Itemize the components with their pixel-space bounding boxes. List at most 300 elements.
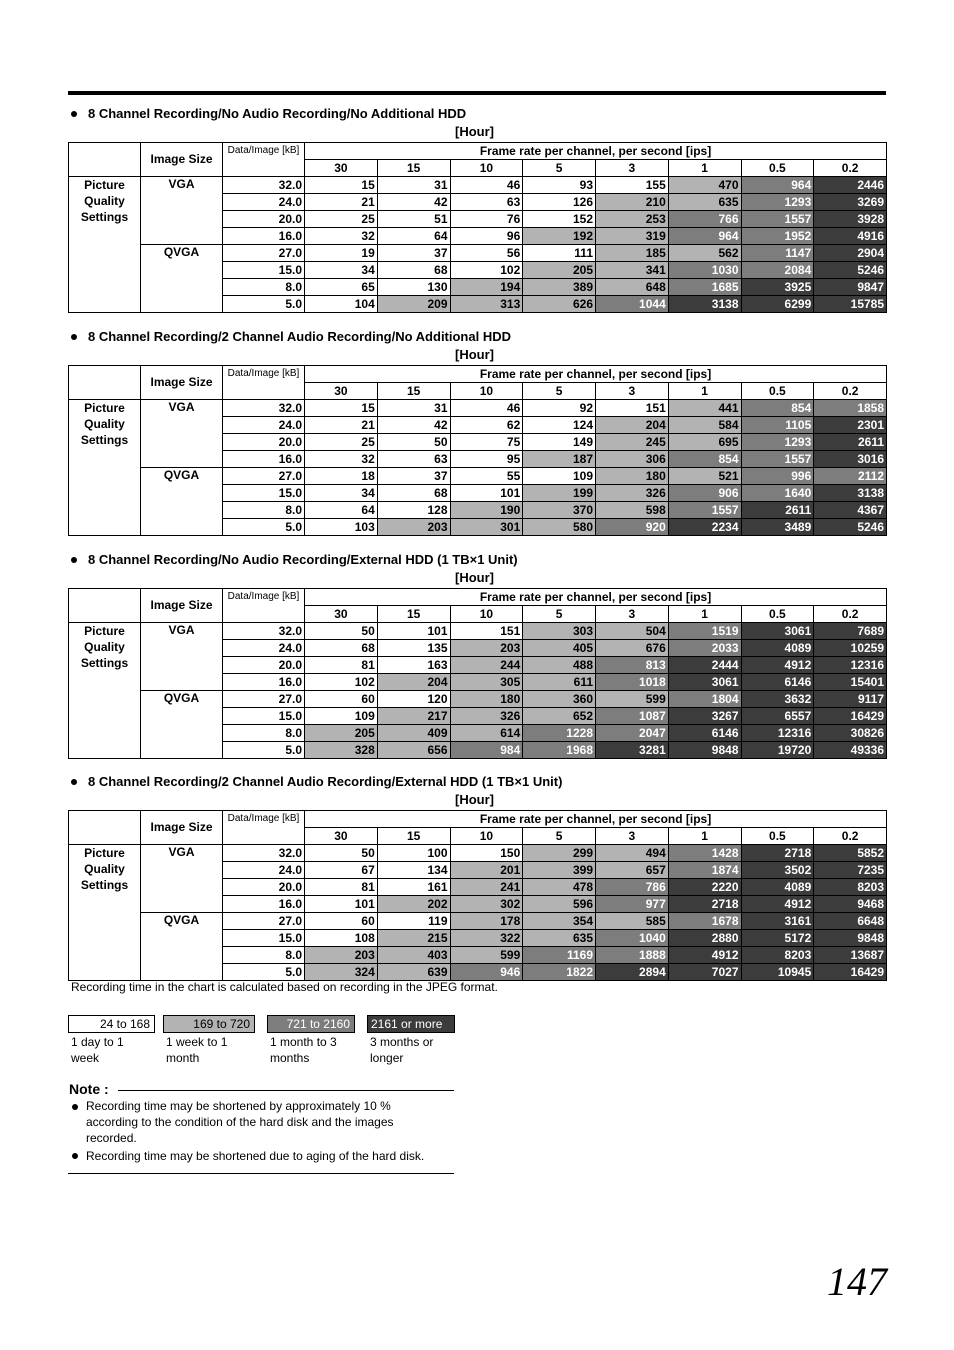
hours-cell: 130 [377,279,450,296]
hours-cell: 32 [305,451,378,468]
hours-cell: 478 [523,879,596,896]
hours-cell: 305 [450,674,523,691]
hours-cell: 13687 [814,947,887,964]
hours-cell: 128 [377,502,450,519]
hours-cell: 657 [596,862,669,879]
hours-cell: 4912 [668,947,741,964]
hours-cell: 204 [596,417,669,434]
hours-cell: 695 [668,434,741,451]
hours-cell: 964 [668,228,741,245]
hours-cell: 180 [450,691,523,708]
hours-cell: 599 [450,947,523,964]
corner-cell [69,143,141,177]
hours-cell: 3267 [668,708,741,725]
hours-cell: 3928 [814,211,887,228]
hours-cell: 1147 [741,245,814,262]
hours-cell: 3632 [741,691,814,708]
quality-value-cell: 8.0 [223,279,305,296]
hours-cell: 7027 [668,964,741,981]
hours-cell: 4916 [814,228,887,245]
frame-rate-col-header: 10 [450,383,523,400]
hours-cell: 19 [305,245,378,262]
frame-rate-col-header: 5 [523,606,596,623]
data-image-header: Data/Image [kB] [223,811,305,845]
note-rule [118,1090,454,1091]
hour-unit-label: [Hour] [455,792,494,807]
frame-rate-col-header: 0.5 [741,160,814,177]
hours-cell: 2446 [814,177,887,194]
legend-swatch-2: 169 to 720 [163,1015,255,1033]
frame-rate-col-header: 0.5 [741,828,814,845]
hours-cell: 46 [450,400,523,417]
hours-cell: 101 [305,896,378,913]
hours-cell: 4367 [814,502,887,519]
hours-cell: 10945 [741,964,814,981]
frame-rate-header: Frame rate per channel, per second [ips] [305,143,887,160]
hours-cell: 51 [377,211,450,228]
hours-cell: 109 [523,468,596,485]
image-size-cell: QVGA [141,468,223,536]
hours-cell: 46 [450,177,523,194]
quality-value-cell: 8.0 [223,947,305,964]
frame-rate-col-header: 30 [305,383,378,400]
section-title: 8 Channel Recording/No Audio Recording/No Additional HDD [68,106,466,121]
hours-cell: 1018 [596,674,669,691]
hours-cell: 201 [450,862,523,879]
hours-cell: 984 [450,742,523,759]
hours-cell: 5172 [741,930,814,947]
hours-cell: 2894 [596,964,669,981]
note-bullet-icon [72,1104,78,1110]
hours-cell: 9847 [814,279,887,296]
hours-cell: 2084 [741,262,814,279]
frame-rate-col-header: 1 [668,160,741,177]
frame-rate-col-header: 15 [377,383,450,400]
hours-cell: 6146 [668,725,741,742]
hours-cell: 3138 [814,485,887,502]
hours-cell: 614 [450,725,523,742]
hours-cell: 63 [450,194,523,211]
hours-cell: 2112 [814,468,887,485]
hours-cell: 786 [596,879,669,896]
hours-cell: 15785 [814,296,887,313]
hours-cell: 1968 [523,742,596,759]
frame-rate-col-header: 5 [523,383,596,400]
hours-cell: 635 [668,194,741,211]
picture-quality-label: Picture Quality Settings [69,177,141,313]
note-item-1: Recording time may be shortened by approximately 10 % according to the condition of the hard disk and the images recorded. [86,1099,394,1145]
hours-cell: 215 [377,930,450,947]
bullet-icon [71,557,77,563]
hours-cell: 109 [305,708,378,725]
hours-cell: 65 [305,279,378,296]
quality-value-cell: 24.0 [223,640,305,657]
table-row [69,400,887,417]
hours-cell: 194 [450,279,523,296]
frame-rate-col-header: 15 [377,160,450,177]
hours-cell: 62 [450,417,523,434]
top-rule [68,91,886,95]
recording-time-table [68,810,887,981]
frame-rate-col-header: 3 [596,828,669,845]
frame-rate-col-header: 30 [305,828,378,845]
quality-value-cell: 24.0 [223,862,305,879]
hours-cell: 31 [377,177,450,194]
quality-value-cell: 16.0 [223,896,305,913]
quality-value-cell: 32.0 [223,400,305,417]
hours-cell: 135 [377,640,450,657]
hours-cell: 187 [523,451,596,468]
hours-cell: 192 [523,228,596,245]
hours-cell: 5852 [814,845,887,862]
hours-cell: 635 [523,930,596,947]
hours-cell: 190 [450,502,523,519]
table-row [69,845,887,862]
corner-cell [69,366,141,400]
hours-cell: 42 [377,417,450,434]
hours-cell: 326 [450,708,523,725]
data-image-header: Data/Image [kB] [223,143,305,177]
hour-unit-label: [Hour] [455,347,494,362]
image-size-cell: VGA [141,845,223,913]
hours-cell: 1557 [741,211,814,228]
hours-cell: 652 [523,708,596,725]
hours-cell: 3281 [596,742,669,759]
hours-cell: 96 [450,228,523,245]
hours-cell: 178 [450,913,523,930]
note-item-2: Recording time may be shortened due to aging of the hard disk. [86,1149,425,1163]
hours-cell: 30826 [814,725,887,742]
hours-cell: 180 [596,468,669,485]
legend-swatch-4: 2161 or more [367,1015,455,1033]
quality-value-cell: 24.0 [223,417,305,434]
hours-cell: 50 [377,434,450,451]
hours-cell: 504 [596,623,669,640]
recording-time-table [68,588,887,759]
hours-cell: 6299 [741,296,814,313]
legend-desc-4: 3 months or longer [370,1035,434,1065]
quality-value-cell: 27.0 [223,245,305,262]
hours-cell: 409 [377,725,450,742]
hours-cell: 405 [523,640,596,657]
hours-cell: 60 [305,913,378,930]
legend-desc-1: 1 day to 1 week [71,1035,124,1065]
hours-cell: 245 [596,434,669,451]
table-header-row [69,589,887,606]
picture-quality-label: Picture Quality Settings [69,400,141,536]
hours-cell: 1040 [596,930,669,947]
image-size-cell: QVGA [141,245,223,313]
frame-rate-col-header: 3 [596,160,669,177]
hours-cell: 34 [305,485,378,502]
picture-quality-label: Picture Quality Settings [69,845,141,981]
hours-cell: 360 [523,691,596,708]
hours-cell: 81 [305,879,378,896]
frame-rate-col-header: 0.2 [814,828,887,845]
hours-cell: 155 [596,177,669,194]
section-title: 8 Channel Recording/No Audio Recording/External HDD (1 TB×1 Unit) [68,552,518,567]
hours-cell: 302 [450,896,523,913]
hours-cell: 67 [305,862,378,879]
hours-cell: 521 [668,468,741,485]
hours-cell: 5246 [814,262,887,279]
hours-cell: 12316 [814,657,887,674]
hours-cell: 964 [741,177,814,194]
bullet-icon [71,111,77,117]
quality-value-cell: 20.0 [223,657,305,674]
hours-cell: 50 [305,623,378,640]
hours-cell: 441 [668,400,741,417]
quality-value-cell: 20.0 [223,434,305,451]
hours-cell: 25 [305,434,378,451]
frame-rate-col-header: 5 [523,828,596,845]
hours-cell: 1557 [741,451,814,468]
hours-cell: 210 [596,194,669,211]
hours-cell: 1044 [596,296,669,313]
hours-cell: 4912 [741,896,814,913]
hours-cell: 301 [450,519,523,536]
hours-cell: 21 [305,194,378,211]
hours-cell: 244 [450,657,523,674]
hours-cell: 2880 [668,930,741,947]
table-header-row [69,143,887,160]
hours-cell: 494 [596,845,669,862]
hours-cell: 599 [596,691,669,708]
hours-cell: 124 [523,417,596,434]
quality-value-cell: 27.0 [223,468,305,485]
hours-cell: 626 [523,296,596,313]
hours-cell: 3061 [741,623,814,640]
hours-cell: 42 [377,194,450,211]
quality-value-cell: 5.0 [223,519,305,536]
hours-cell: 16429 [814,708,887,725]
hours-cell: 50 [305,845,378,862]
bullet-icon [71,334,77,340]
hours-cell: 1888 [596,947,669,964]
legend-swatch-1: 24 to 168 [68,1015,155,1033]
hours-cell: 25 [305,211,378,228]
picture-quality-label: Picture Quality Settings [69,623,141,759]
hours-cell: 15401 [814,674,887,691]
corner-cell [69,589,141,623]
hours-cell: 470 [668,177,741,194]
quality-value-cell: 32.0 [223,177,305,194]
data-image-header: Data/Image [kB] [223,366,305,400]
hours-cell: 103 [305,519,378,536]
quality-value-cell: 5.0 [223,964,305,981]
hours-cell: 95 [450,451,523,468]
quality-value-cell: 16.0 [223,451,305,468]
hours-cell: 149 [523,434,596,451]
quality-value-cell: 15.0 [223,485,305,502]
hours-cell: 37 [377,245,450,262]
hours-cell: 341 [596,262,669,279]
frame-rate-col-header: 1 [668,383,741,400]
hours-cell: 2904 [814,245,887,262]
page-number: 147 [827,1259,887,1304]
table-row [69,468,887,485]
quality-value-cell: 5.0 [223,296,305,313]
frame-rate-col-header: 3 [596,383,669,400]
quality-value-cell: 15.0 [223,262,305,279]
hours-cell: 2444 [668,657,741,674]
hours-cell: 37 [377,468,450,485]
hours-cell: 306 [596,451,669,468]
quality-value-cell: 15.0 [223,930,305,947]
hours-cell: 977 [596,896,669,913]
quality-value-cell: 24.0 [223,194,305,211]
hours-cell: 100 [377,845,450,862]
frame-rate-col-header: 1 [668,606,741,623]
quality-value-cell: 32.0 [223,623,305,640]
image-size-header: Image Size [141,143,223,177]
hours-cell: 1428 [668,845,741,862]
hours-cell: 1030 [668,262,741,279]
frame-rate-col-header: 10 [450,606,523,623]
hours-cell: 1293 [741,194,814,211]
hours-cell: 3925 [741,279,814,296]
bullet-icon [71,779,77,785]
hours-cell: 203 [305,947,378,964]
hours-cell: 5246 [814,519,887,536]
hours-cell: 354 [523,913,596,930]
hours-cell: 1804 [668,691,741,708]
note-bottom-rule [68,1173,454,1174]
hours-cell: 3269 [814,194,887,211]
hours-cell: 488 [523,657,596,674]
hours-cell: 108 [305,930,378,947]
hours-cell: 3161 [741,913,814,930]
hours-cell: 3061 [668,674,741,691]
hours-cell: 1557 [668,502,741,519]
hours-cell: 1678 [668,913,741,930]
hours-cell: 854 [741,400,814,417]
hours-cell: 584 [668,417,741,434]
hours-cell: 996 [741,468,814,485]
hours-cell: 102 [450,262,523,279]
hours-cell: 34 [305,262,378,279]
table-header-row [69,811,887,828]
hours-cell: 6557 [741,708,814,725]
hours-cell: 598 [596,502,669,519]
recording-time-table [68,365,887,536]
hours-cell: 15 [305,400,378,417]
hours-cell: 585 [596,913,669,930]
hours-cell: 68 [377,262,450,279]
hours-cell: 389 [523,279,596,296]
frame-rate-col-header: 0.2 [814,383,887,400]
section-title: 8 Channel Recording/2 Channel Audio Recording/External HDD (1 TB×1 Unit) [68,774,562,789]
hours-cell: 8203 [814,879,887,896]
hours-cell: 2611 [741,502,814,519]
image-size-cell: VGA [141,400,223,468]
hours-cell: 766 [668,211,741,228]
hours-cell: 21 [305,417,378,434]
hours-cell: 3489 [741,519,814,536]
corner-cell [69,811,141,845]
hours-cell: 111 [523,245,596,262]
hours-cell: 10259 [814,640,887,657]
table-row [69,623,887,640]
hours-cell: 403 [377,947,450,964]
frame-rate-header: Frame rate per channel, per second [ips] [305,366,887,383]
hours-cell: 1952 [741,228,814,245]
hours-cell: 1858 [814,400,887,417]
hours-cell: 151 [450,623,523,640]
frame-rate-col-header: 30 [305,606,378,623]
hours-cell: 7689 [814,623,887,640]
hours-cell: 4089 [741,640,814,657]
hours-cell: 68 [377,485,450,502]
hours-cell: 1874 [668,862,741,879]
quality-value-cell: 5.0 [223,742,305,759]
hours-cell: 322 [450,930,523,947]
hours-cell: 150 [450,845,523,862]
hours-cell: 2220 [668,879,741,896]
hours-cell: 203 [377,519,450,536]
hours-cell: 202 [377,896,450,913]
hours-cell: 2611 [814,434,887,451]
quality-value-cell: 20.0 [223,879,305,896]
frame-rate-col-header: 0.2 [814,606,887,623]
hours-cell: 151 [596,400,669,417]
hours-cell: 120 [377,691,450,708]
hours-cell: 19720 [741,742,814,759]
hours-cell: 370 [523,502,596,519]
hours-cell: 1169 [523,947,596,964]
hours-cell: 185 [596,245,669,262]
hours-cell: 32 [305,228,378,245]
quality-value-cell: 8.0 [223,725,305,742]
frame-rate-header: Frame rate per channel, per second [ips] [305,589,887,606]
frame-rate-col-header: 30 [305,160,378,177]
hours-cell: 2234 [668,519,741,536]
hours-cell: 4089 [741,879,814,896]
table-header-row [69,366,887,383]
quality-value-cell: 27.0 [223,913,305,930]
hours-cell: 1685 [668,279,741,296]
table-row [69,177,887,194]
hours-cell: 562 [668,245,741,262]
table-row [69,913,887,930]
hours-cell: 2301 [814,417,887,434]
hours-cell: 1293 [741,434,814,451]
hours-cell: 101 [450,485,523,502]
image-size-cell: VGA [141,623,223,691]
hours-cell: 9848 [668,742,741,759]
hours-cell: 55 [450,468,523,485]
frame-rate-col-header: 10 [450,828,523,845]
hours-cell: 81 [305,657,378,674]
frame-rate-col-header: 0.5 [741,383,814,400]
hours-cell: 648 [596,279,669,296]
note-bullet-icon [72,1153,78,1159]
legend-swatch-3: 721 to 2160 [267,1015,355,1033]
hours-cell: 2033 [668,640,741,657]
hours-cell: 199 [523,485,596,502]
hours-cell: 1228 [523,725,596,742]
hours-cell: 16429 [814,964,887,981]
frame-rate-col-header: 0.5 [741,606,814,623]
hours-cell: 161 [377,879,450,896]
hours-cell: 75 [450,434,523,451]
hours-cell: 8203 [741,947,814,964]
hours-cell: 299 [523,845,596,862]
quality-value-cell: 27.0 [223,691,305,708]
hours-cell: 6146 [741,674,814,691]
hours-cell: 15 [305,177,378,194]
hours-cell: 813 [596,657,669,674]
